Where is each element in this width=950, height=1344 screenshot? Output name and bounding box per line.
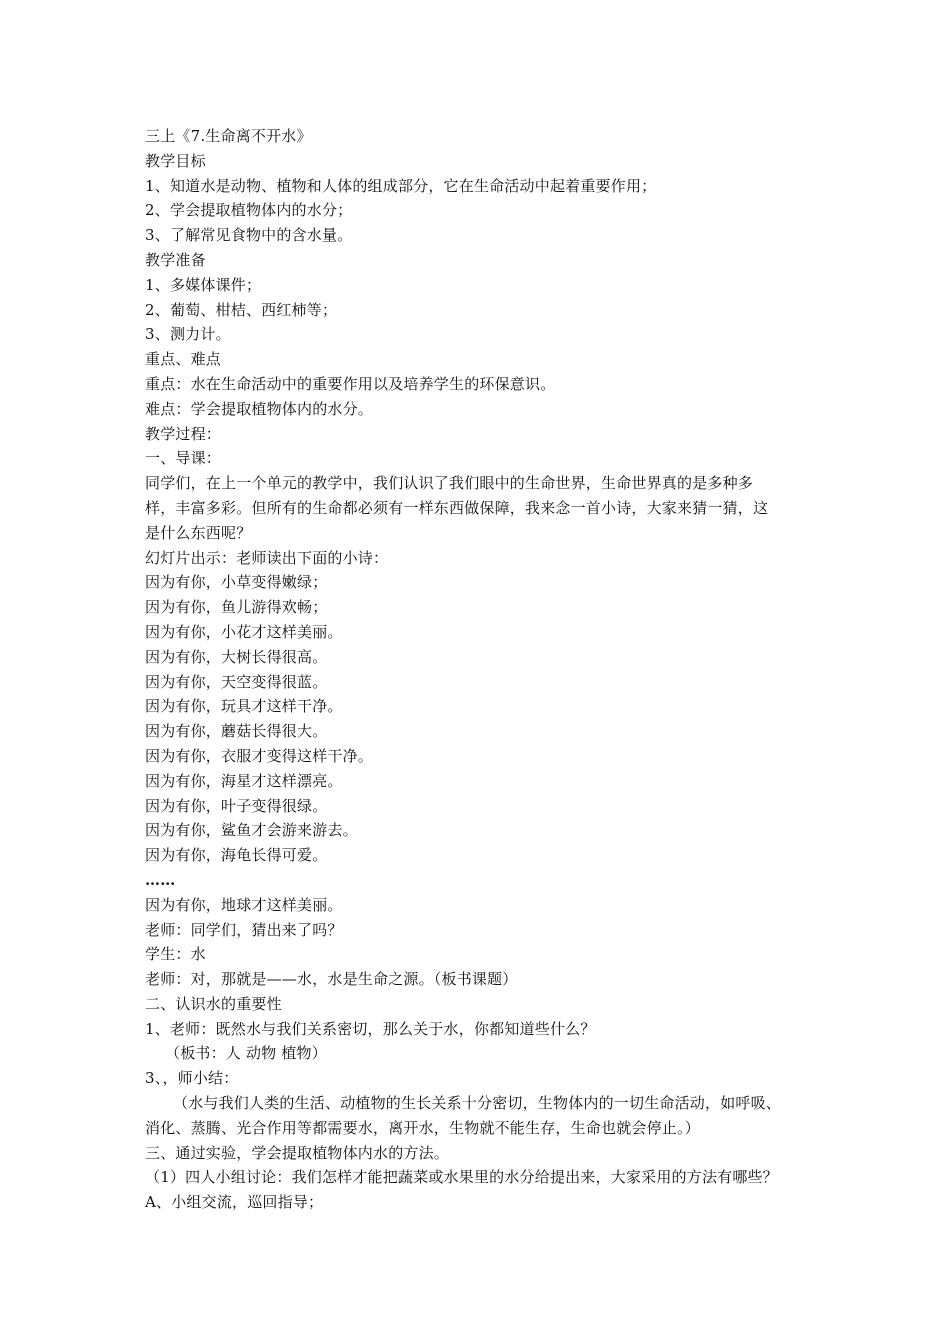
paragraph-line: （1）四人小组讨论：我们怎样才能把蔬菜或水果里的水分给提出来，大家采用的方法有哪些？: [145, 1168, 778, 1187]
summary-line: （水与我们人类的生活、动植物的生长关系十分密切，生物体内的一切生命活动，如呼吸、: [173, 1094, 782, 1113]
document-title: 三上《7.生命离不开水》: [145, 127, 312, 145]
paragraph-line: 1、老师：既然水与我们关系密切，那么关于水，你都知道些什么？: [145, 1019, 596, 1038]
paragraph-line: A、小组交流，巡回指导；: [145, 1193, 324, 1212]
poem-line: 因为有你，小草变得嫩绿；: [145, 573, 328, 592]
difficult-point: 难点：学会提取植物体内的水分。: [145, 399, 374, 418]
poem-line: 因为有你，衣服才变得这样干净。: [145, 746, 374, 765]
poem-line: 因为有你，大树长得很高。: [145, 647, 328, 666]
subsection-heading: 二、认识水的重要性: [145, 994, 282, 1013]
poem-line: 因为有你，天空变得很蓝。: [145, 672, 328, 691]
preparation-item: 1、多媒体课件；: [145, 275, 262, 294]
poem-line: 因为有你，海星才这样漂亮。: [145, 771, 343, 790]
section-heading: 重点、难点: [145, 350, 222, 369]
dialogue-line: 学生：水: [145, 945, 206, 964]
paragraph-line: 同学们，在上一个单元的教学中，我们认识了我们眼中的生命世界，生命世界真的是多种多: [145, 474, 754, 493]
ellipsis-line: ……: [145, 870, 176, 889]
preparation-item: 2、葡萄、柑桔、西红柿等；: [145, 300, 338, 319]
poem-line: 因为有你，鱼儿游得欢畅；: [145, 598, 328, 617]
dialogue-line: 老师：对，那就是——水，水是生命之源。（板书课题）: [145, 970, 518, 989]
paragraph-line: 3、，师小结：: [145, 1069, 239, 1088]
key-point: 重点：水在生命活动中的重要作用以及培养学生的环保意识。: [145, 374, 556, 393]
paragraph-line: 样，丰富多彩。但所有的生命都必须有一样东西做保障，我来念一首小诗，大家来猜一猜，这: [145, 498, 769, 517]
poem-line: 因为有你，鲨鱼才会游来游去。: [145, 821, 358, 840]
poem-line: 因为有你，蘑菇长得很大。: [145, 722, 328, 741]
subsection-heading: 一、导课：: [145, 449, 222, 468]
poem-line: 因为有你，玩具才这样干净。: [145, 697, 343, 716]
section-heading: 教学准备: [145, 250, 206, 269]
objective-item: 1、知道水是动物、植物和人体的组成部分，它在生命活动中起着重要作用；: [145, 176, 657, 195]
summary-line: 消化、蒸腾、光合作用等都需要水，离开水，生物就不能生存，生命也就会停止。）: [145, 1118, 700, 1137]
dialogue-line: 老师：同学们，猜出来了吗？: [145, 920, 343, 939]
subsection-heading: 三、通过实验，学会提取植物体内水的方法。: [145, 1143, 450, 1162]
poem-line: 因为有你，叶子变得很绿。: [145, 796, 328, 815]
section-heading: 教学目标: [145, 151, 206, 170]
paragraph-line: 幻灯片出示：老师读出下面的小诗：: [145, 548, 389, 567]
objective-item: 3、了解常见食物中的含水量。: [145, 226, 353, 245]
document-page: [145, 124, 825, 1215]
paragraph-line: 是什么东西呢？: [145, 523, 252, 542]
objective-item: 2、学会提取植物体内的水分；: [145, 201, 353, 220]
blackboard-note: （板书：人 动物 植物）: [165, 1044, 327, 1063]
poem-line: 因为有你，地球才这样美丽。: [145, 895, 343, 914]
poem-line: 因为有你，海龟长得可爱。: [145, 846, 328, 865]
preparation-item: 3、测力计。: [145, 325, 231, 344]
section-heading: 教学过程：: [145, 424, 222, 443]
poem-line: 因为有你，小花才这样美丽。: [145, 622, 343, 641]
